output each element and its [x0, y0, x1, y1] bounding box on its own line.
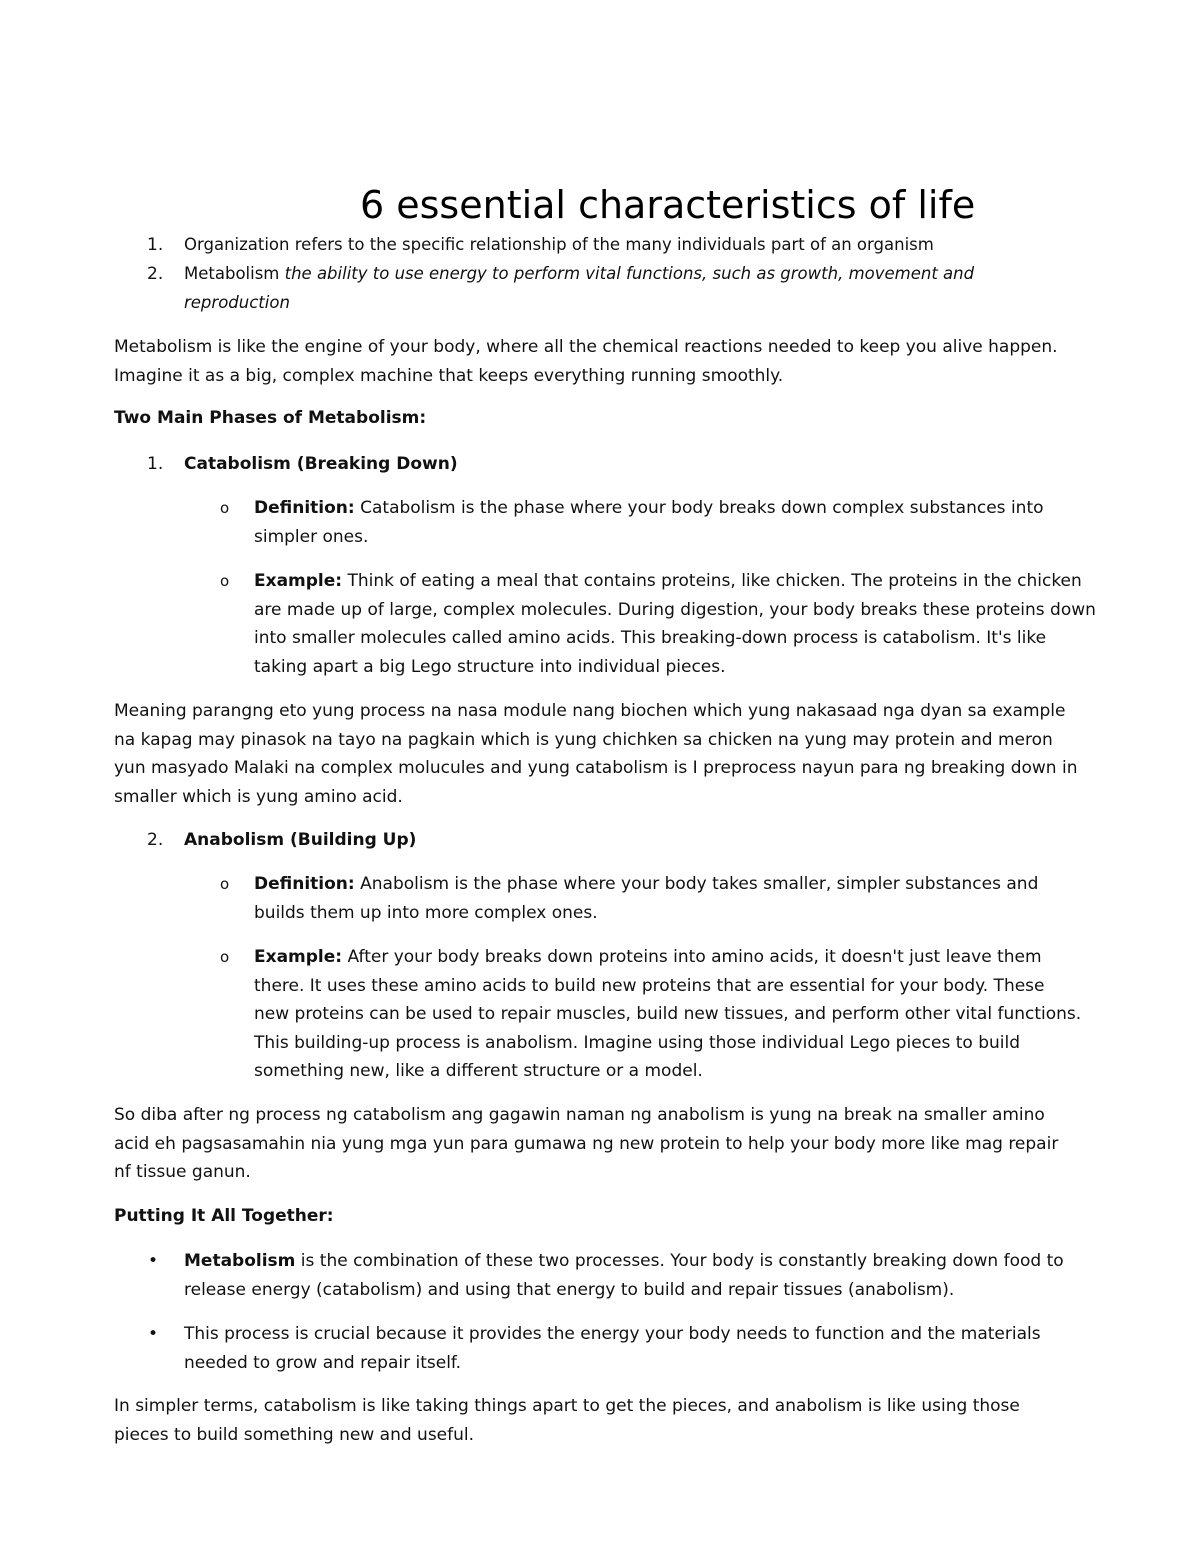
characteristic-term: Metabolism	[184, 264, 280, 283]
intro-paragraph: Metabolism is like the engine of your body, where all the chemical reactions needed to keep you alive happen. Imagine it as a big, complex machine that keeps everything running smoothly.	[114, 337, 1058, 386]
example-text: Think of eating a meal that contains proteins, like chicken. The proteins in the chicken are made up of large, complex molecules. During digestion, your body breaks these proteins down into smaller molecules called amino acids. This breaking-down process is catabolism. It's like taking apart a big Lego structure into individual pieces.	[254, 571, 1096, 677]
list-marker: 1.	[147, 454, 164, 474]
characteristic-text: the ability to use energy to perform vital functions, such as growth, movement and reproduction	[184, 264, 975, 312]
example-text: After your body breaks down proteins into amino acids, it doesn't just leave them there. It uses these amino acids to build new proteins that are essential for your body. These new proteins can be used to repair muscles, build new tissues, and perform other vital functions. This building-up process is anabolism. Imagine using those individual Lego pieces to build something new, like a different structure or a model.	[254, 947, 1082, 1081]
anabolism-note: So diba after ng process ng catabolism ang gagawin naman ng anabolism is yung na break na smaller amino acid eh pagsasamahin nia yung mga yun para gumawa ng new protein to help your body more like mag repair nf tissue ganun.	[114, 1105, 1059, 1182]
characteristic-text: refers to the specific relationship of the many individuals part of an organism	[289, 235, 934, 254]
definition-label: Definition:	[254, 874, 355, 894]
together-heading: Putting It All Together:	[114, 1206, 334, 1226]
list-marker: 2.	[147, 264, 164, 284]
definition-text: Anabolism is the phase where your body takes smaller, simpler substances and builds them up into more complex ones.	[254, 874, 1039, 923]
document-title: 6 essential characteristics of life	[360, 183, 976, 227]
sub-list-marker: o	[220, 499, 230, 517]
list-marker: 2.	[147, 830, 164, 850]
definition-label: Definition:	[254, 498, 355, 518]
definition-text: Catabolism is the phase where your body breaks down complex substances into simpler ones.	[254, 498, 1044, 547]
conclusion-paragraph: In simpler terms, catabolism is like taking things apart to get the pieces, and anabolism is like using those pieces to build something new and useful.	[114, 1396, 1020, 1445]
anabolism-heading: Anabolism (Building Up)	[184, 830, 417, 850]
sub-list-marker: o	[220, 572, 230, 590]
sub-list-marker: o	[220, 875, 230, 893]
sub-list-marker: o	[220, 948, 230, 966]
bullet-marker: •	[148, 1251, 159, 1271]
example-label: Example:	[254, 571, 343, 591]
bullet-text: This process is crucial because it provides the energy your body needs to function and the materials needed to grow and repair itself.	[184, 1324, 1041, 1373]
bullet-term: Metabolism	[184, 1251, 296, 1271]
bullet-marker: •	[148, 1324, 159, 1344]
phases-heading: Two Main Phases of Metabolism:	[114, 408, 427, 428]
example-label: Example:	[254, 947, 343, 967]
bullet-text: is the combination of these two processes. Your body is constantly breaking down food to release energy (catabolism) and using that energy to build and repair tissues (anabolism).	[184, 1251, 1064, 1300]
catabolism-heading: Catabolism (Breaking Down)	[184, 454, 458, 474]
catabolism-note: Meaning parangng eto yung process na nasa module nang biochen which yung nakasaad nga dyan sa example na kapag may pinasok na tayo na pagkain which is yung chichken sa chicken na yung may protein and meron yun masyado Malaki na complex molucules and yung catabolism is I preprocess nayun para ng breaking down in smaller which is yung amino acid.	[114, 701, 1078, 807]
characteristic-term: Organization	[184, 235, 290, 254]
list-marker: 1.	[147, 235, 164, 255]
